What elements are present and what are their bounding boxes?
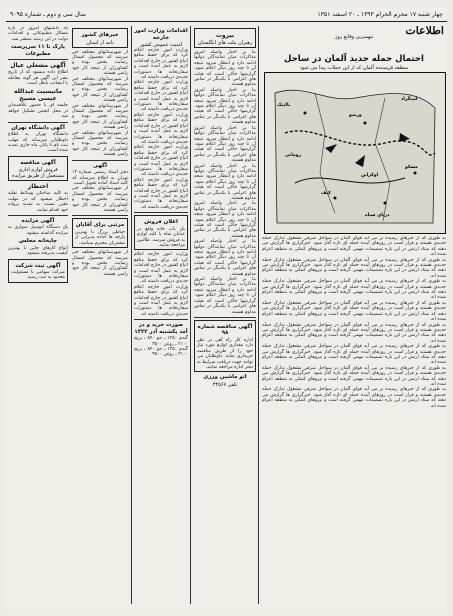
- ad-title: آگهی: [93, 162, 107, 169]
- lead-body: به طوری که از خبرهای رسیده بر می آید قوای آلمان در سواحل شرقی مشغول تدارک حمله جدیدی هستند و قرار است در روزهای آینده حمله ای تازه آغاز شود. خبرگزاری ها گزارش می دهند که ستاد ارتش در این باره تصمیمات مهمی گرفته است و نیروهای کمکی به منطقه اعزام شده اند.: [262, 300, 446, 323]
- header-issue: سال سی و دوم ـ شماره ۹۰۹۵: [10, 11, 86, 18]
- map-label: مسکو: [405, 165, 418, 170]
- ad-box: [134, 215, 188, 250]
- ad-title: اعلان فروش: [144, 219, 178, 226]
- column-4: [72, 26, 128, 604]
- article-body: از شهرستانهای مختلف خبر میرسد که محصول امسال رضایت بخش بوده و کشاورزان از نتیجه کار خود راضی هستند.: [72, 186, 128, 213]
- lead-dek: منطقه فرستنده آلمان که از این حملات پیدا می شود: [299, 65, 409, 71]
- ad-box: [72, 218, 128, 248]
- lead-headline-box: [262, 52, 446, 74]
- article-body: بنا بر اخبار واصله امروز مذاکرات میان نمایندگان دولتها ادامه دارد و انتظار میرود نتیجه آن تا چند روز دیگر اعلام شود. گزارشها حاکی است که هیئت های اعزامی با یکدیگر در تماس مداوم هستند.: [194, 87, 256, 126]
- article-title: پارک تا ۱۱ سرپرست مطبوعات: [11, 44, 65, 57]
- lead-headline: احتمال حمله جدید آلمان در ساحل: [284, 54, 424, 64]
- article-subtitle: امنیت عمومی کشور: [139, 42, 183, 48]
- map-label: ورشو: [349, 113, 362, 118]
- column-3: [134, 26, 188, 604]
- article-body: بنا بر اخبار واصله امروز مذاکرات میان نمایندگان دولتها ادامه دارد و انتظار میرود نتیجه آن تا چند روز دیگر اعلام شود. گزارشها حاکی است که هیئت های اعزامی با یکدیگر در تماس مداوم هستند.: [194, 125, 256, 164]
- article-body: وزارت امور خارجه اعلام کرد که برای حفظ منافع اتباع کشور در خارج اقدامات لازم به عمل آمده است و سفارتخانه ها دستورات جدیدی دریافت داشته اند.: [134, 252, 188, 285]
- article-subtitle: نامه از استان: [86, 39, 114, 46]
- article-body: بنا بر اخبار واصله امروز مذاکرات میان نمایندگان دولتها ادامه دارد و انتظار میرود نتیجه آن تا چند روز دیگر اعلام شود. گزارشها حاکی است که هیئت های اعزامی با یکدیگر در تماس مداوم هستند.: [194, 277, 256, 315]
- map-figure: [264, 72, 446, 234]
- article-title: اقدامات وزارت امور خارجه: [134, 28, 188, 41]
- masthead: اطلاعات: [405, 26, 444, 37]
- article-body: از شهرستانهای مختلف خبر میرسد که محصول امسال رضایت بخش بوده و کشاورزان از نتیجه کار خود راضی هستند.: [72, 130, 128, 158]
- article-body: وزارت امور خارجه اعلام کرد که برای حفظ منافع اتباع کشور در خارج اقدامات لازم به عمل آمده است و سفارتخانه ها دستورات جدیدی دریافت داشته اند.: [134, 284, 188, 317]
- notice-title: آگهی مناقصه: [20, 159, 56, 166]
- column-2: [194, 26, 256, 604]
- lead-body: به طوری که از خبرهای رسیده بر می آید قوای آلمان در سواحل شرقی مشغول تدارک حمله جدیدی هستند و قرار است در روزهای آینده حمله ای تازه آغاز شود. خبرگزاری ها گزارش می دهند که ستاد ارتش در این باره تصمیمات مهمی گرفته است و نیروهای کمکی به منطقه اعزام شده اند.: [262, 365, 446, 387]
- notice-body: اداره کل راه آهن در نظر دارد مقداری لوازم مورد نیاز خود را از طریق مناقصه خریداری نماید. داوطلبان می توانند جهت دریافت شرایط به دفتر اداره مراجعه نمایند.: [196, 337, 253, 370]
- notice-title: آگهی مشغلی عیال: [10, 62, 66, 70]
- map-label: دریای سیاه: [365, 213, 390, 218]
- article-body: بنا بر اخبار واصله امروز مذاکرات میان نمایندگان دولتها ادامه دارد و انتظار میرود نتیجه آن تا چند روز دیگر اعلام شود. گزارشها حاکی است که هیئت های اعزامی با یکدیگر در تماس مداوم هستند.: [194, 163, 256, 201]
- notice-body: اطلاع داده میشود که از تاریخ نشر این آگهی هر گونه معامله با اینجانب باطل است.: [8, 70, 68, 87]
- lead-body-column: [262, 236, 446, 604]
- notice-box: [8, 259, 68, 283]
- notice-title: چاپخانه مجلس: [18, 238, 58, 245]
- article-body: وزارت امور خارجه اعلام کرد که برای حفظ منافع اتباع کشور در خارج اقدامات لازم به عمل آمده است و سفارتخانه ها دستورات جدیدی دریافت داشته اند.: [134, 80, 188, 113]
- article-body: بنا بر اخبار واصله امروز مذاکرات میان نمایندگان دولتها ادامه دارد و انتظار میرود نتیجه آن تا چند روز دیگر اعلام شود. گزارشها حاکی است که هیئت های اعزامی با یکدیگر در تماس مداوم هستند.: [194, 239, 256, 277]
- column-rule: [190, 26, 191, 604]
- article-body: وزارت امور خارجه اعلام کرد که برای حفظ منافع اتباع کشور در خارج اقدامات لازم به عمل آمده است و سفارتخانه ها دستورات جدیدی دریافت داشته اند.: [134, 112, 188, 145]
- notice-body: انواع کارهای چاپی با بهترین کیفیت پذیرفته میشود.: [8, 245, 68, 257]
- notice-title: آگهی ثبت شرکت: [15, 262, 61, 269]
- notice-body: شرکت سهامی با مسئولیت محدود به ثبت رسید.: [11, 270, 65, 281]
- column-rule: [131, 26, 132, 604]
- article-body: وزارت امور خارجه اعلام کرد که برای حفظ منافع اتباع کشور در خارج اقدامات لازم به عمل آمده است و سفارتخانه ها دستورات جدیدی دریافت داشته اند.: [134, 177, 188, 210]
- notice-title: اختطار: [27, 183, 49, 191]
- notice-body: فروش لوازم اداری مستعمل از طریق مزایده: [11, 167, 65, 180]
- prices-body: گندم ۱۲۵۰ ـ جو ۸۴۰ ـ برنج ۲۱۰۰ ـ روغن ۳۵۰۰: [134, 347, 188, 358]
- article-box: [72, 28, 128, 48]
- article-body: یاد داشتهای امروز در باره مسائل مطبوعاتی و اقدامات دولت در این زمینه منتشر شد.: [8, 26, 68, 42]
- article-title: بیروت: [215, 32, 235, 39]
- lead-kicker: مهمترین وقایع روز: [334, 34, 374, 41]
- article-body: از شهرستانهای مختلف خبر میرسد که محصول امسال رضایت بخش بوده و کشاورزان از نتیجه کار خود راضی هستند.: [72, 250, 128, 277]
- map-label: اوکراین: [361, 173, 379, 178]
- map-label: بالتیک: [277, 103, 291, 108]
- article: [194, 28, 256, 48]
- notice-body: به کلیه صاحبان وسائط نقلیه اخطار میشود که در مهلت مقرر نسبت به تمدید پروانه خود اقدام نمایند.: [8, 191, 68, 213]
- notice-title: مانیسیت عبدالله عیسی مسیح: [13, 88, 63, 103]
- lead-body: به طوری که از خبرهای رسیده بر می آید قوای آلمان در سواحل شرقی مشغول تدارک حمله جدیدی هستند و قرار است در روزهای آینده حمله ای تازه آغاز شود. خبرگزاری ها گزارش می دهند که ستاد ارتش در این باره تصمیمات مهمی گرفته است و نیروهای کمکی به منطقه اعزام شده اند.: [262, 279, 446, 301]
- ad-title: مرتبی برای آقایان: [75, 222, 125, 229]
- lead-body: به طوری که از خبرهای رسیده بر می آید قوای آلمان در سواحل شرقی مشغول تدارک حمله جدیدی هستند و قرار است در روزهای آینده حمله ای تازه آغاز شود. خبرگزاری ها گزارش می دهند که ستاد ارتش در این باره تصمیمات مهمی گرفته است و نیروهای کمکی به منطقه اعزام شده اند.: [262, 257, 446, 279]
- notice-title: آگهی دانشگاه تهران: [11, 124, 65, 131]
- article-body: از شهرستانهای مختلف خبر میرسد که محصول امسال رضایت بخش بوده و کشاورزان از نتیجه کار خود راضی هستند.: [72, 49, 128, 77]
- ad-title: اتو ماشین ورزی: [203, 374, 247, 381]
- notice-title: آگهی مناقصه شماره ۹۸: [197, 323, 253, 337]
- page-header: [6, 8, 447, 22]
- header-date: چهار شنبه ۱۷ محرم الحرام ۱۳۹۳ ـ ۲۰ اسفند ۱۳۵۱: [317, 11, 443, 18]
- map-label: رومانی: [285, 153, 302, 158]
- ad-body: دفتر اسناد رسمی شماره ۱۲ تهران به اطلاع میرساند که کلیه اسناد آماده تحویل است.: [72, 170, 128, 186]
- lead-body: به طوری که از خبرهای رسیده بر می آید قوای آلمان در سواحل شرقی مشغول تدارک حمله جدیدی هستند و قرار است در روزهای آینده حمله ای تازه آغاز شود. خبرگزاری ها گزارش می دهند که ستاد ارتش در این باره تصمیمات مهمی گرفته است و نیروهای کمکی به منطقه اعزام شده اند.: [262, 322, 446, 344]
- notice-box: [194, 320, 256, 372]
- lead-body: به طوری که از خبرهای رسیده بر می آید قوای آلمان در سواحل شرقی مشغول تدارک حمله جدیدی هستند و قرار است در روزهای آینده حمله ای تازه آغاز شود. خبرگزاری ها گزارش می دهند که ستاد ارتش در این باره تصمیمات مهمی گرفته است و نیروهای کمکی به منطقه اعزام شده اند.: [262, 387, 446, 409]
- map-label: کیف: [321, 191, 331, 196]
- column-5: [8, 26, 68, 604]
- notice-body: جلسه ای با حضور علاقمندان در محل انجمن تشکیل خواهد شد.: [8, 103, 68, 120]
- article-body: بنا بر اخبار واصله امروز مذاکرات میان نمایندگان دولتها ادامه دارد و انتظار میرود نتیجه آن تا چند روز دیگر اعلام شود. گزارشها حاکی است که هیئت های اعزامی با یکدیگر در تماس مداوم هستند.: [194, 50, 256, 88]
- article-body: بنا بر اخبار واصله امروز مذاکرات میان نمایندگان دولتها ادامه دارد و انتظار میرود نتیجه آن تا چند روز دیگر اعلام شود. گزارشها حاکی است که هیئت های اعزامی با یکدیگر در تماس مداوم هستند.: [194, 201, 256, 239]
- prices-title: صورت خرید و در آمد یکشنبه آذر ۱۳۲۲: [134, 322, 188, 335]
- prices-body: گندم ۱۲۵۰ ـ جو ۸۴۰ ـ برنج ۲۱۰۰ ـ روغن ۳۵۰۰: [134, 336, 188, 347]
- article-body: از شهرستانهای مختلف خبر میرسد که محصول امسال رضایت بخش بوده و کشاورزان از نتیجه کار خود راضی هستند.: [72, 76, 128, 104]
- lead-body: به طوری که از خبرهای رسیده بر می آید قوای آلمان در سواحل شرقی مشغول تدارک حمله جدیدی هستند و قرار است در روزهای آینده حمله ای تازه آغاز شود. خبرگزاری ها گزارش می دهند که ستاد ارتش در این باره تصمیمات مهمی گرفته است و نیروهای کمکی به منطقه اعزام شده اند.: [262, 344, 446, 366]
- article-title: خبرهای کشور: [81, 32, 119, 38]
- article-subtitle: رهبران ملت های انگلستان: [197, 40, 253, 46]
- newspaper-page: [6, 8, 447, 610]
- notice-body: دانشگاه تهران به اطلاع داوطلبان میرساند که مهلت ثبت نام تا پایان ماه جاری تمدید شده است.: [8, 132, 68, 154]
- notice-body: یک دستگاه اتومبیل سواری به مزایده گذاشته میشود.: [8, 225, 68, 236]
- map-label: لنینگراد: [401, 97, 418, 102]
- notice-title: آگهی مزایده: [21, 217, 55, 224]
- ad-body: خیاطی بزرگ با بهترین پارچه ها آماده پذیرایی از مشتریان محترم میباشد.: [75, 229, 125, 246]
- article-body: از شهرستانهای مختلف خبر میرسد که محصول امسال رضایت بخش بوده و کشاورزان از نتیجه کار خود راضی هستند.: [72, 103, 128, 131]
- column-rule: [258, 26, 259, 604]
- lead-body: به طوری که از خبرهای رسیده بر می آید قوای آلمان در سواحل شرقی مشغول تدارک حمله جدیدی هستند و قرار است در روزهای آینده حمله ای تازه آغاز شود. خبرگزاری ها گزارش می دهند که ستاد ارتش در این باره تصمیمات مهمی گرفته است و نیروهای کمکی به منطقه اعزام شده اند.: [262, 236, 446, 258]
- ad-body: تلفن ۳۴۵۶۷: [212, 381, 238, 388]
- article-body: وزارت امور خارجه اعلام کرد که برای حفظ منافع اتباع کشور در خارج اقدامات لازم به عمل آمده است و سفارتخانه ها دستورات جدیدی دریافت داشته اند.: [134, 145, 188, 178]
- ad-body: یک باب خانه واقع در خیابان شاه با کلیه لوازم به فروش میرسد. طالبین مراجعه نمایند.: [137, 226, 185, 248]
- article-body: وزارت امور خارجه اعلام کرد که برای حفظ منافع اتباع کشور در خارج اقدامات لازم به عمل آمده است و سفارتخانه ها دستورات جدیدی دریافت داشته اند.: [134, 48, 188, 81]
- notice-box: [8, 156, 68, 182]
